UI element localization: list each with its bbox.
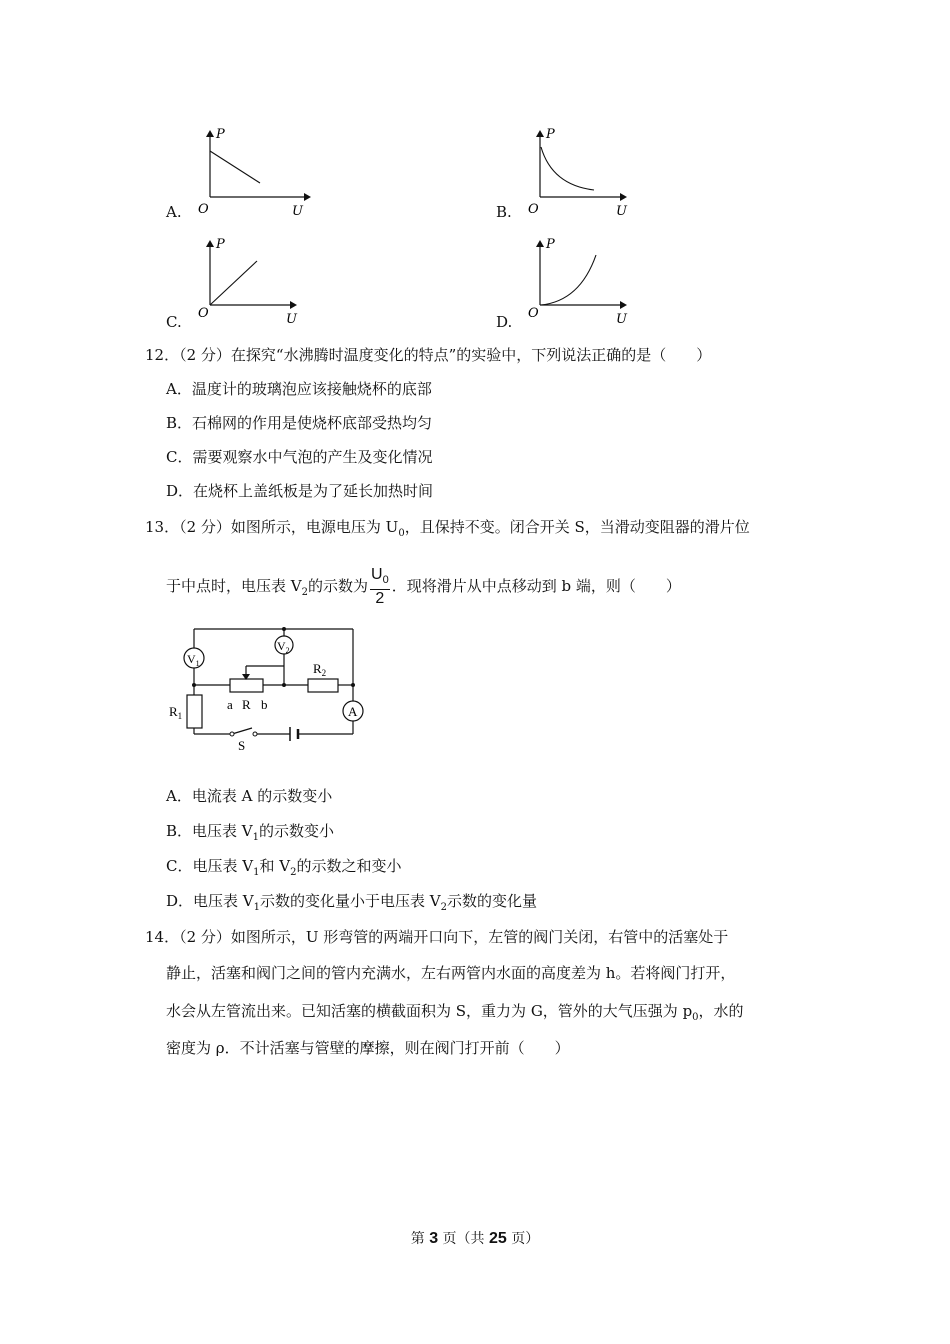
r2-resistor [308,679,338,692]
question-14-line1: 14．（2 分）如图所示，U 形弯管的两端开口向下，左管的阀门关闭，右管中的活塞处于 [145,928,729,946]
option-letter: D. [496,313,513,331]
y-label: P [216,237,225,252]
subscript: 1 [253,902,261,913]
num-u: U [371,566,383,583]
circuit-diagram [160,620,380,760]
q12-option-d: D．在烧杯上盖纸板是为了延长加热时间 [166,482,434,500]
graph-a-svg [160,125,320,225]
junction-node [282,683,286,687]
graph-option-d [490,235,650,335]
graph-d-svg [490,235,650,335]
option-text: B．电压表 V [166,822,253,840]
switch-blade [232,728,252,734]
stem-text: ．现将滑片从中点移动到 b 端，则（ ） [391,577,681,596]
subscript: 0 [692,1012,699,1023]
x-arrow [304,193,311,201]
question-12-stem: 12．（2 分）在探究“水沸腾时温度变化的特点”的实验中，下列说法正确的是（ ） [145,346,712,364]
curve [210,151,260,183]
rheostat-a-label: a [227,697,233,712]
option-text: D．电压表 V [166,892,254,910]
y-label: P [216,127,225,142]
switch-label: S [238,738,246,753]
stem-text: ，水的 [698,1002,744,1020]
option-text: A．电流表 A 的示数变小 [166,787,333,805]
junction-node [192,683,196,687]
curve [541,255,596,305]
switch-contact [253,732,257,736]
v1-label: $V_1$ [187,652,200,668]
option-letter: C. [166,313,182,331]
option-text: 的示数变小 [259,822,335,840]
option-letter: A. [166,203,182,221]
subscript: 2 [301,587,308,599]
rheostat [230,679,263,692]
footer-mid: 页（共 [438,1231,489,1247]
v2-label: $V_2$ [277,639,290,655]
q13-option-d [166,891,537,918]
num-sub: 0 [382,574,389,587]
r1-resistor [187,695,202,728]
footer-pre: 第 [410,1231,430,1247]
subscript: 0 [398,528,405,539]
fraction-numerator [370,566,390,590]
question-13-stem-line2 [166,566,681,613]
graph-option-c [160,235,320,335]
option-text: 的示数之和变小 [296,857,402,875]
option-text: 和 V [259,857,291,875]
stem-text: 于中点时，电压表 V [166,577,302,596]
rheostat-b-label: b [261,697,268,712]
junction-node [282,627,286,631]
x-label: U [616,312,627,327]
subscript: 2 [290,867,297,878]
graph-option-b [490,125,650,225]
fraction-denominator: 2 [375,590,385,608]
page-footer [0,1228,950,1248]
x-label: U [292,204,303,219]
page-number: 3 [429,1230,439,1247]
curve [210,261,257,305]
x-arrow [620,301,627,309]
y-label: P [546,127,555,142]
subscript: 1 [252,832,259,843]
origin-label: O [528,202,539,217]
option-text: C．电压表 V [166,857,254,875]
junction-node [351,683,355,687]
option-text: 示数的变化量 [447,892,538,910]
graph-c-svg [160,235,320,335]
y-label: P [546,237,555,252]
fraction-u0-over-2 [370,566,390,608]
stem-text: 水会从左管流出来。已知活塞的横截面积为 S，重力为 G，管外的大气压强为 p [166,1002,693,1020]
y-arrow [206,130,214,137]
switch-contact [230,732,234,736]
option-text: 示数的变化量小于电压表 V [260,892,441,910]
r1-label: $R_1$ [169,704,183,721]
y-arrow [206,240,214,247]
origin-label: O [528,306,539,321]
q13-option-a [166,786,332,806]
x-arrow [620,193,627,201]
stem-text: ，且保持不变。闭合开关 S，当滑动变阻器的滑片位 [404,518,750,536]
graph-b-svg [490,125,650,225]
option-letter: B. [496,203,512,221]
stem-text: 的示数为 [307,577,368,596]
q12-option-b: B．石棉网的作用是使烧杯底部受热均匀 [166,414,433,432]
origin-label: O [198,306,209,321]
subscript: 1 [253,867,260,878]
rheostat-r-label: R [242,697,251,712]
question-14-line2: 静止，活塞和阀门之间的管内充满水，左右两管内水面的高度差为 h。若将阀门打开， [166,964,736,982]
subscript: 2 [440,902,447,913]
origin-label: O [198,202,209,217]
x-label: U [286,312,297,327]
curve [541,147,594,190]
q13-option-b [166,821,334,848]
x-arrow [290,301,297,309]
stem-text: 13．（2 分）如图所示，电源电压为 U [145,518,399,536]
y-arrow [536,130,544,137]
q13-option-c [166,856,401,883]
q12-option-c: C．需要观察水中气泡的产生及变化情况 [166,448,433,466]
question-14-line3 [166,1001,744,1028]
x-label: U [616,204,627,219]
footer-post: 页） [506,1231,540,1247]
question-13-stem-line1 [145,517,750,544]
r2-label: $R_2$ [313,661,327,678]
q12-option-a: A．温度计的玻璃泡应该接触烧杯的底部 [166,380,432,398]
y-arrow [536,240,544,247]
question-14-line4: 密度为 ρ．不计活塞与管壁的摩擦，则在阀门打开前（ ） [166,1039,570,1057]
ammeter-label: A [348,704,358,719]
page-total: 25 [489,1230,507,1247]
graph-option-a [160,125,320,225]
